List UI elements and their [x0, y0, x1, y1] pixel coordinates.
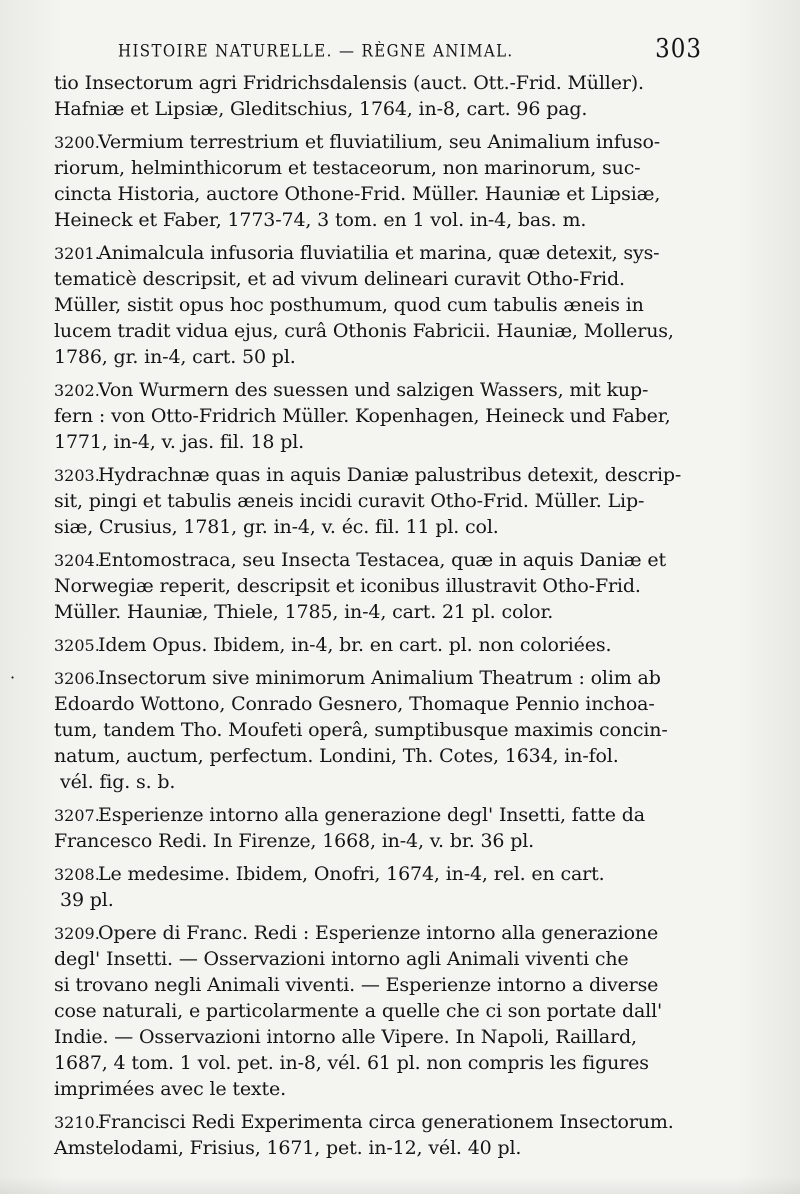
entry-number: 3204.	[54, 551, 100, 570]
text-line: imprimées avec le texte.	[54, 1078, 286, 1100]
text-line: natum, auctum, perfectum. Londini, Th. Cotes, 1634, in-fol.	[54, 745, 619, 767]
text-line: tio Insectorum agri Fridrichsdalensis (auct. Ott.-Frid. Müller).	[54, 72, 644, 94]
text-line: tematicè descripsit, et ad vivum delineari curavit Otho-Frid.	[54, 268, 625, 290]
entry-number: 3201.	[54, 244, 100, 263]
page-number: 303	[655, 34, 702, 64]
entry-number: 3203.	[54, 466, 100, 485]
entry-3210-line: 3210.Francisci Redi Experimenta circa generationem Insectorum.	[54, 1109, 719, 1135]
entry-number: 3202.	[54, 381, 100, 400]
entry-number: 3206.	[54, 669, 100, 688]
entry-3201-line: 3201.Animalcula infusoria fluviatilia et marina, quæ detexit, sys-	[54, 240, 719, 266]
text-line: lucem tradit vidua ejus, curâ Othonis Fabricii. Hauniæ, Mollerus,	[54, 320, 674, 342]
entry-3204-line: 3204.Entomostraca, seu Insecta Testacea, quæ in aquis Daniæ et	[54, 547, 719, 573]
running-title: HISTOIRE NATURELLE. — RÈGNE ANIMAL.	[118, 41, 514, 61]
entry-number: 3205.	[54, 636, 100, 655]
text-line: 1771, in-4, v. jas. fil. 18 pl.	[54, 431, 305, 453]
entry-3208-line: 3208.Le medesime. Ibidem, Onofri, 1674, in-4, rel. en cart.	[54, 861, 719, 887]
text-line: tum, tandem Tho. Moufeti operâ, sumptibusque maximis concin-	[54, 719, 668, 741]
text-line: vél. fig. s. b.	[60, 771, 176, 793]
entry-3200-line: 3200.Vermium terrestrium et fluviatilium, seu Animalium infuso-	[54, 129, 719, 155]
entry-number: 3200.	[54, 133, 100, 152]
text-line: Müller, sistit opus hoc posthumum, quod cum tabulis æneis in	[54, 294, 644, 316]
text-line: Edoardo Wottono, Conrado Gesnero, Thomaque Pennio inchoa-	[54, 693, 655, 715]
entry-number: 3208.	[54, 865, 100, 884]
entry-3206-line: · 3206.Insectorum sive minimorum Animalium Theatrum : olim ab	[54, 665, 719, 691]
entry-3209-line: 3209.Opere di Franc. Redi : Esperienze intorno alla generazione	[54, 920, 719, 946]
text-line: Indie. — Osservazioni intorno alle Vipere. In Napoli, Raillard,	[54, 1026, 637, 1048]
page-header	[118, 36, 702, 64]
text-line: cincta Historia, auctore Othone-Frid. Müller. Hauniæ et Lipsiæ,	[54, 183, 661, 205]
text-line: fern : von Otto-Fridrich Müller. Kopenhagen, Heineck und Faber,	[54, 405, 671, 427]
text-line: Hafniæ et Lipsiæ, Gleditschius, 1764, in-8, cart. 96 pag.	[54, 98, 588, 120]
text-line: 1687, 4 tom. 1 vol. pet. in-8, vél. 61 pl. non compris les figures	[54, 1052, 649, 1074]
text-line: cose naturali, e particolarmente a quelle che ci son portate dall'	[54, 1000, 663, 1022]
page-edge-shadow	[0, 1176, 800, 1194]
entry-3205-line: 3205.Idem Opus. Ibidem, in-4, br. en cart. pl. non coloriées.	[54, 632, 719, 658]
text-line: Norwegiæ reperit, descripsit et iconibus illustravit Otho-Frid.	[54, 575, 641, 597]
text-line: 39 pl.	[60, 889, 114, 911]
text-line: siæ, Crusius, 1781, gr. in-4, v. éc. fil. 11 pl. col.	[54, 516, 499, 538]
text-line: riorum, helminthicorum et testaceorum, non marinorum, suc-	[54, 157, 641, 179]
entry-3207-line: 3207.Esperienze intorno alla generazione degl' Insetti, fatte da	[54, 802, 719, 828]
catalogue-entries	[10, 70, 719, 1161]
entry-number: 3207.	[54, 806, 100, 825]
text-line: Heineck et Faber, 1773-74, 3 tom. en 1 vol. in-4, bas. m.	[54, 209, 587, 231]
entry-3203-line: 3203.Hydrachnæ quas in aquis Daniæ palustribus detexit, descrip-	[54, 462, 719, 488]
text-line: si trovano negli Animali viventi. — Esperienze intorno a diverse	[54, 974, 659, 996]
text-line: sit, pingi et tabulis æneis incidi curavit Otho-Frid. Müller. Lip-	[54, 490, 645, 512]
entry-3202-line: 3202.Von Wurmern des suessen und salzigen Wassers, mit kup-	[54, 377, 719, 403]
text-line: 1786, gr. in-4, cart. 50 pl.	[54, 346, 296, 368]
text-line: degl' Insetti. — Osservazioni intorno agli Animali viventi che	[54, 948, 629, 970]
text-line: Müller. Hauniæ, Thiele, 1785, in-4, cart. 21 pl. color.	[54, 601, 554, 623]
text-line: Francesco Redi. In Firenze, 1668, in-4, v. br. 36 pl.	[54, 830, 535, 852]
text-line: Amstelodami, Frisius, 1671, pet. in-12, vél. 40 pl.	[54, 1137, 522, 1159]
entry-number: 3209.	[54, 924, 100, 943]
entry-number: 3210.	[54, 1113, 100, 1132]
bullet-mark: ·	[10, 668, 15, 687]
